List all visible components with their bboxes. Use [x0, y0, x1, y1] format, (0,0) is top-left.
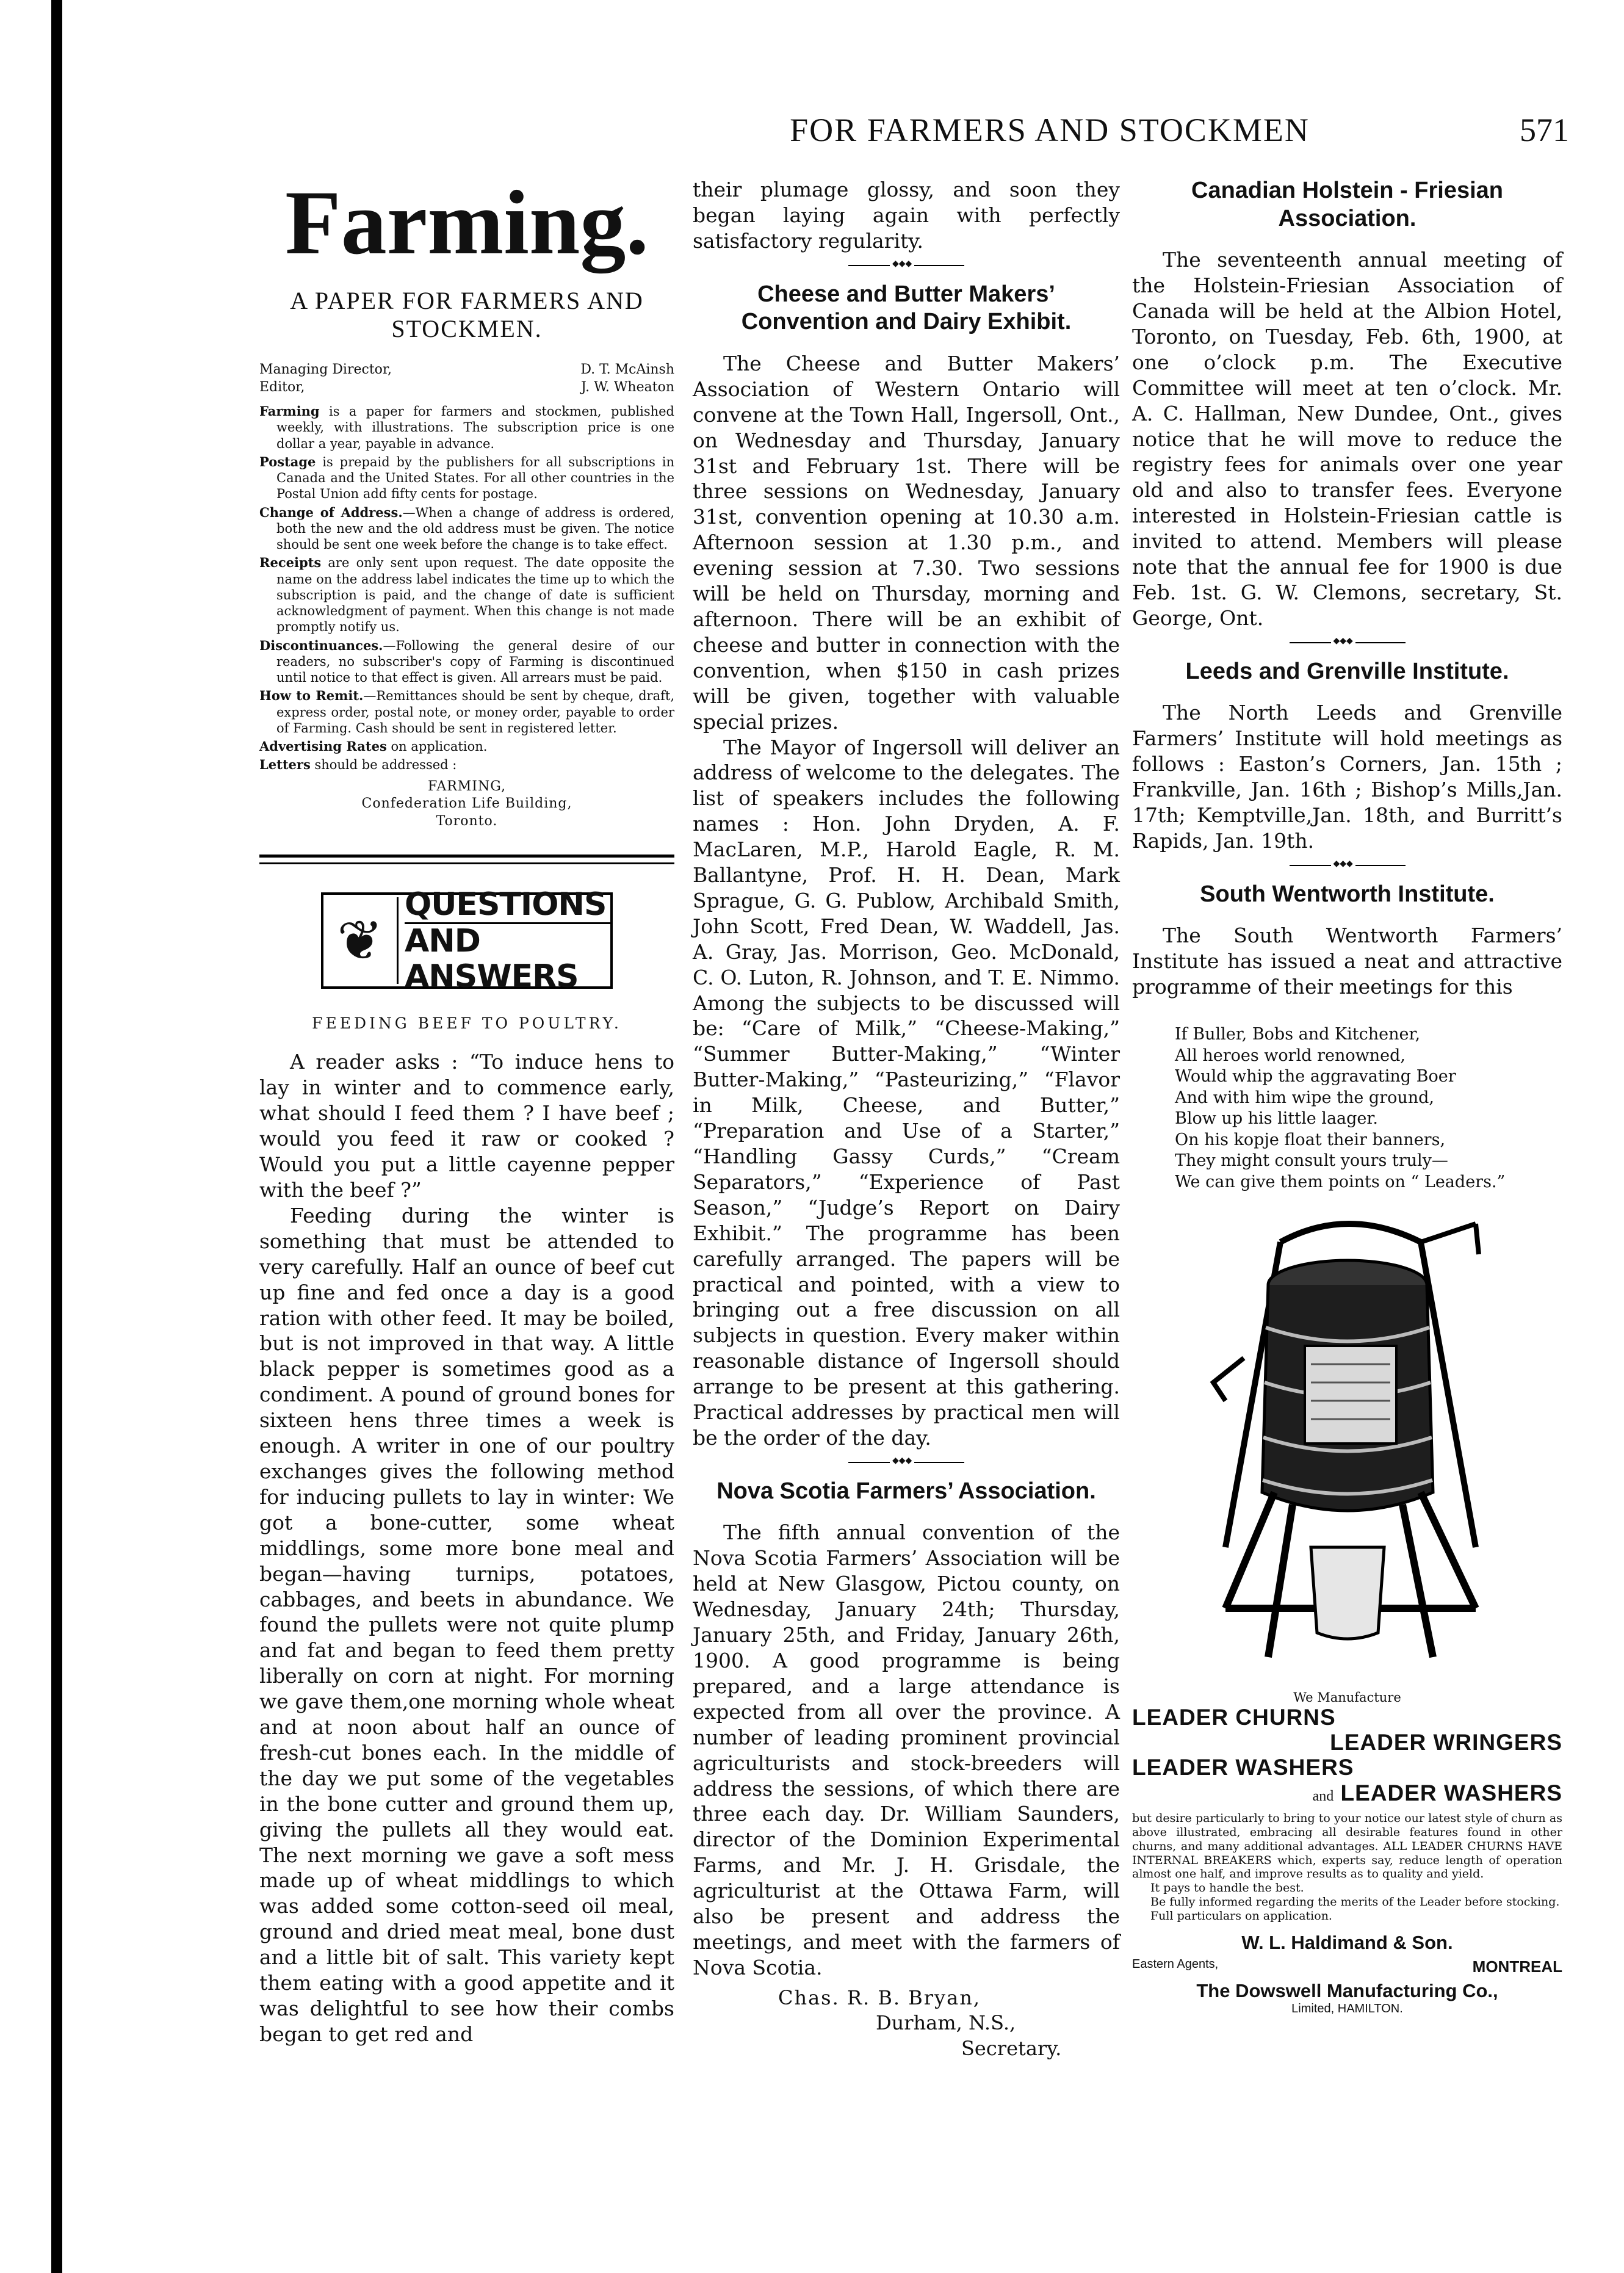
section-double-rule: [259, 855, 674, 864]
staff-row-editor: [259, 379, 674, 397]
notice-item: Receipts are only sent upon request. The date opposite the name on the address label indicates the time up to which the subscription is paid, and the change of date is sufficient acknowledgment of payment. When this change is not made promptly notify us.: [259, 555, 674, 635]
poem-line: Would whip the aggravating Boer: [1175, 1067, 1456, 1086]
ad-agent-name: W. L. Haldimand & Son.: [1241, 1931, 1453, 1953]
paragraph: The South Wentworth Farmers’ Institute has issued a neat and attractive programme of their meetings for this: [1132, 923, 1562, 999]
ad-product-line: LEADER WRINGERS: [1330, 1729, 1562, 1755]
poem-line: On his kopje float their banners,: [1175, 1130, 1446, 1149]
notice-item: Letters should be addressed :: [259, 757, 457, 773]
agents-label: Eastern Agents,: [1132, 1957, 1219, 1971]
notice-item: Farming is a paper for farmers and stockmen, published weekly, with illustrations. The subscription price is one dollar a year, payable in advance.: [259, 403, 674, 451]
signature-title: Secretary.: [961, 2036, 1062, 2060]
staff-row-director: [259, 361, 674, 379]
column-1: [259, 172, 675, 2047]
masthead-title: Farming.: [285, 172, 649, 273]
ad-product-line: LEADER CHURNS: [1132, 1704, 1336, 1730]
ad-manufacturer-location: Limited, HAMILTON.: [1291, 2001, 1403, 2015]
signature-place: Durham, N.S.,: [876, 2011, 1016, 2035]
ad-paragraph: It pays to handle the best.: [1150, 1881, 1304, 1895]
paragraph: The fifth annual convention of the Nova Scotia Farmers’ Association will be held at New Glasgow, Pictou county, on Wednesday, January 24th; Thursday, January 25th, and Friday, January 26th, 1900. A good programme is being prepared, and a large attendance is expected from all over the province. A number of leading prominent provincial agriculturists and stock-breeders will address the sessions, of which there are three each day. Dr. William Saunders, director of the Dominion Experimental Farms, and Mr. J. H. Grisdale, the agriculturist at the Ottawa Farm, will also be present and address the meetings, and meet with the farmers of Nova Scotia.: [693, 1520, 1120, 1979]
signature-name: Chas. R. B. Bryan,: [778, 1986, 981, 2009]
banner-line: QUESTIONS: [405, 886, 607, 923]
agents-city: MONTREAL: [1472, 1957, 1562, 1976]
column-3: [1132, 177, 1562, 2016]
article-headline: Nova Scotia Farmers’ Association.: [716, 1478, 1096, 1504]
poem-line: If Buller, Bobs and Kitchener,: [1175, 1025, 1421, 1044]
poem-line: And with him wipe the ground,: [1175, 1088, 1435, 1107]
article-body: [693, 1520, 1120, 1980]
ornamental-separator: [1290, 642, 1406, 643]
banner-line: AND ANSWERS: [405, 922, 610, 994]
ad-product-line: LEADER WASHERS: [1132, 1755, 1354, 1780]
address-line: Toronto.: [436, 813, 498, 829]
advertisement-poem: [1175, 1024, 1562, 1193]
ad-fine-print: [1132, 1812, 1562, 1923]
article-headline: Cheese and Butter Makers’ Convention and Dairy Exhibit.: [741, 281, 1072, 335]
ad-intro: We Manufacture: [1293, 1689, 1401, 1705]
ad-paragraph: but desire particularly to bring to your notice our latest style of churn as above illustrated, embracing all desirable features found in other churns, and many additional advantages. ALL LEADER CHURNS HAVE INTERNAL BREAKERS which, experts say, reduce length of operation almost one half, and improve results as to quality and yield.: [1132, 1812, 1562, 1881]
article-body: [1132, 923, 1562, 1000]
paragraph: The North Leeds and Grenville Farmers’ Institute will hold meetings as follows : Easton’s Corners, Jan. 15th ; Frankville, Jan. 16th ; Bishop’s Mills,Jan. 17th; Kemptville,Jan. 18th, and Burritt’s Rapids, Jan. 19th.: [1132, 701, 1562, 853]
ornamental-separator: [1290, 865, 1406, 866]
article-body: [1132, 247, 1562, 631]
editor-name: J. W. Wheaton: [580, 379, 674, 395]
article-headline: Leeds and Grenville Institute.: [1185, 658, 1509, 684]
paragraph: The seventeenth annual meeting of the Holstein-Friesian Association of Canada will be held at the Albion Hotel, Toronto, on Tuesday, Feb. 6th, 1900, at one o’clock p.m. The Executive Committee will meet at ten o’clock. Mr. A. C. Hallman, New Dundee, Ont., gives notice that he will move to reduce the registry fees for animals over one year old and also to transfer fees. Everyone interested in Holstein-Friesian cattle is invited to attend. Members will please note that the annual fee for 1900 is due Feb. 1st. G. W. Clemons, secretary, St. George, Ont.: [1132, 248, 1562, 630]
running-head: FOR FARMERS AND STOCKMEN: [790, 112, 1310, 148]
paragraph: A reader asks : “To induce hens to lay in winter and to commence early, what should I feed them ? I have beef ; would you feed it raw or cooked ? Would you put a little cayenne pepper with the beef ?”: [259, 1050, 674, 1202]
article-headline: Canadian Holstein - Friesian Association.: [1191, 178, 1503, 231]
left-margin-rule: [51, 0, 62, 2273]
director-name: D. T. McAinsh: [580, 362, 674, 377]
ad-manufacturer: The Dowswell Manufacturing Co.,: [1196, 1979, 1498, 2001]
qa-heading: FEEDING BEEF TO POULTRY.: [312, 1014, 622, 1033]
ad-paragraph: Be fully informed regarding the merits of the Leader before stocking.: [1150, 1895, 1560, 1909]
notice-item: Advertising Rates on application.: [259, 739, 488, 754]
ornamental-separator: [848, 1462, 964, 1463]
poem-line: All heroes world renowned,: [1175, 1046, 1406, 1065]
notice-item: Change of Address.—When a change of address is ordered, both the new and the old address must be given. The notice should be sent one week before the change is to take effect.: [259, 504, 675, 552]
qa-body: [259, 1049, 674, 2047]
address-line: Confederation Life Building,: [361, 796, 572, 812]
questions-answers-banner: [321, 886, 613, 995]
ornamental-separator: [848, 265, 964, 266]
poem-line: They might consult yours truly—: [1175, 1151, 1448, 1171]
churn-illustration-icon: [1189, 1205, 1506, 1682]
paragraph: The Mayor of Ingersoll will deliver an address of welcome to the delegates. The list of speakers includes the following names : Hon. John Dryden, A. F. MacLaren, M.P., Harold Eagle, R. M. Ballantyne, Prof. H. H. Dean, Mark Sprague, G. G. Publow, Archibald Smith, John Scott, Fred Dean, W. Waddell, Jas. A. Gray, Jas. Morrison, Geo. McDonald, C. O. Luton, R. Johnson, and T. E. Nimmo. Among the subjects to be discussed will be: “Care of Milk,” “Cheese-Making,” “Summer Butter-Making,” “Winter Butter-Making,” “Pasteurizing,” “Flavor in Milk, Cheese, and Butter,” “Preparation and Use of a Starter,” “Handling Gassy Curds,” “Cream Separators,” “Experience of Past Season,” “Judge’s Report on Dairy Exhibit.” The programme has been carefully arranged. The papers will be practical and pointed, with a view to bringing out a free discussion on all subjects in question. Every maker within reasonable distance of Ingersoll should arrange to be present at this gathering. Practical addresses by practical men will be the order of the day.: [693, 735, 1120, 1450]
paragraph: their plumage glossy, and soon they began laying again with perfectly satisfactory regularity.: [693, 178, 1120, 253]
signature-block: [693, 1986, 1120, 2062]
poem-line: Blow up his little laager.: [1175, 1109, 1378, 1129]
masthead-subtitle: A PAPER FOR FARMERS AND STOCKMEN.: [290, 287, 644, 342]
staff-box: [259, 361, 674, 396]
article-body: [693, 351, 1120, 1451]
page-number: 571: [1520, 112, 1569, 148]
notice-item: Postage is prepaid by the publishers for all subscriptions in Canada and the United States. For all other countries in the Postal Union add fifty cents for postage.: [259, 454, 674, 502]
notices-list: [259, 403, 674, 773]
mailing-address: [259, 778, 674, 831]
article-body: [1132, 700, 1562, 853]
ad-agents-row: [1132, 1957, 1562, 1976]
director-label: Managing Director,: [259, 362, 392, 377]
notice-item: How to Remit.—Remittances should be sent by cheque, draft, express order, postal note, or money order, payable to order of Farming. Cash should be sent in registered letter.: [259, 688, 674, 735]
address-line: FARMING,: [427, 778, 507, 794]
ad-paragraph: Full particulars on application.: [1150, 1909, 1332, 1923]
column-2: [693, 177, 1120, 2062]
article-headline: South Wentworth Institute.: [1200, 881, 1495, 907]
ornament-icon: ❦: [323, 897, 399, 984]
ad-and: and: [1312, 1788, 1334, 1804]
editor-label: Editor,: [259, 379, 305, 395]
notice-item: Discontinuances.—Following the general desire of our readers, no subscriber's copy of Farming is discontinued until notice to that effect is given. All arrears must be paid.: [259, 637, 674, 685]
paragraph: The Cheese and Butter Makers’ Association of Western Ontario will convene at the Town Hall, Ingersoll, Ont., on Wednesday and Thursday, January 31st and February 1st. There will be three sessions on Wednesday, January 31st, convention opening at 10.30 a.m. Afternoon session at 1.30 p.m., and evening session at 7.30. Two sessions will be held on Thursday, morning and afternoon. There will be an exhibit of cheese and butter in connection with the convention, when $150 in cash prizes will be given, together with valuable special prizes.: [693, 351, 1120, 734]
paragraph: Feeding during the winter is something that must be attended to very carefully. Half an ounce of beef cut up fine and fed once a day is a good ration with other feed. It may be boiled, but is not improved in that way. A little black pepper is sometimes good as a condiment. A pound of ground bones for sixteen hens three times a week is enough. A writer in one of our poultry exchanges gives the following method for inducing pullets to lay in winter: We got a bone-cutter, some wheat middlings, some more bone meal and began—having turnips, potatoes, cabbages, and beets in abundance. We found the pullets were not quite plump and fat and began to feed them pretty liberally on corn at night. For morning we gave them,one morning whole wheat and at noon about half an ounce of fresh-cut bones each. In the middle of the day we put some of the vegetables in the bone cutter and ground them up, giving the pullets all they would eat. The next morning we gave a soft mess made up of wheat middlings to which was added some cotton-seed oil meal, ground and dried meat meal, bone dust and a little bit of salt. This variety kept them eating with a good appetite and it was delightful to see how their combs began to get red and: [259, 1203, 674, 2046]
poem-line: We can give them points on “ Leaders.”: [1175, 1172, 1506, 1191]
ad-product-line: and LEADER WASHERS: [1312, 1780, 1562, 1805]
